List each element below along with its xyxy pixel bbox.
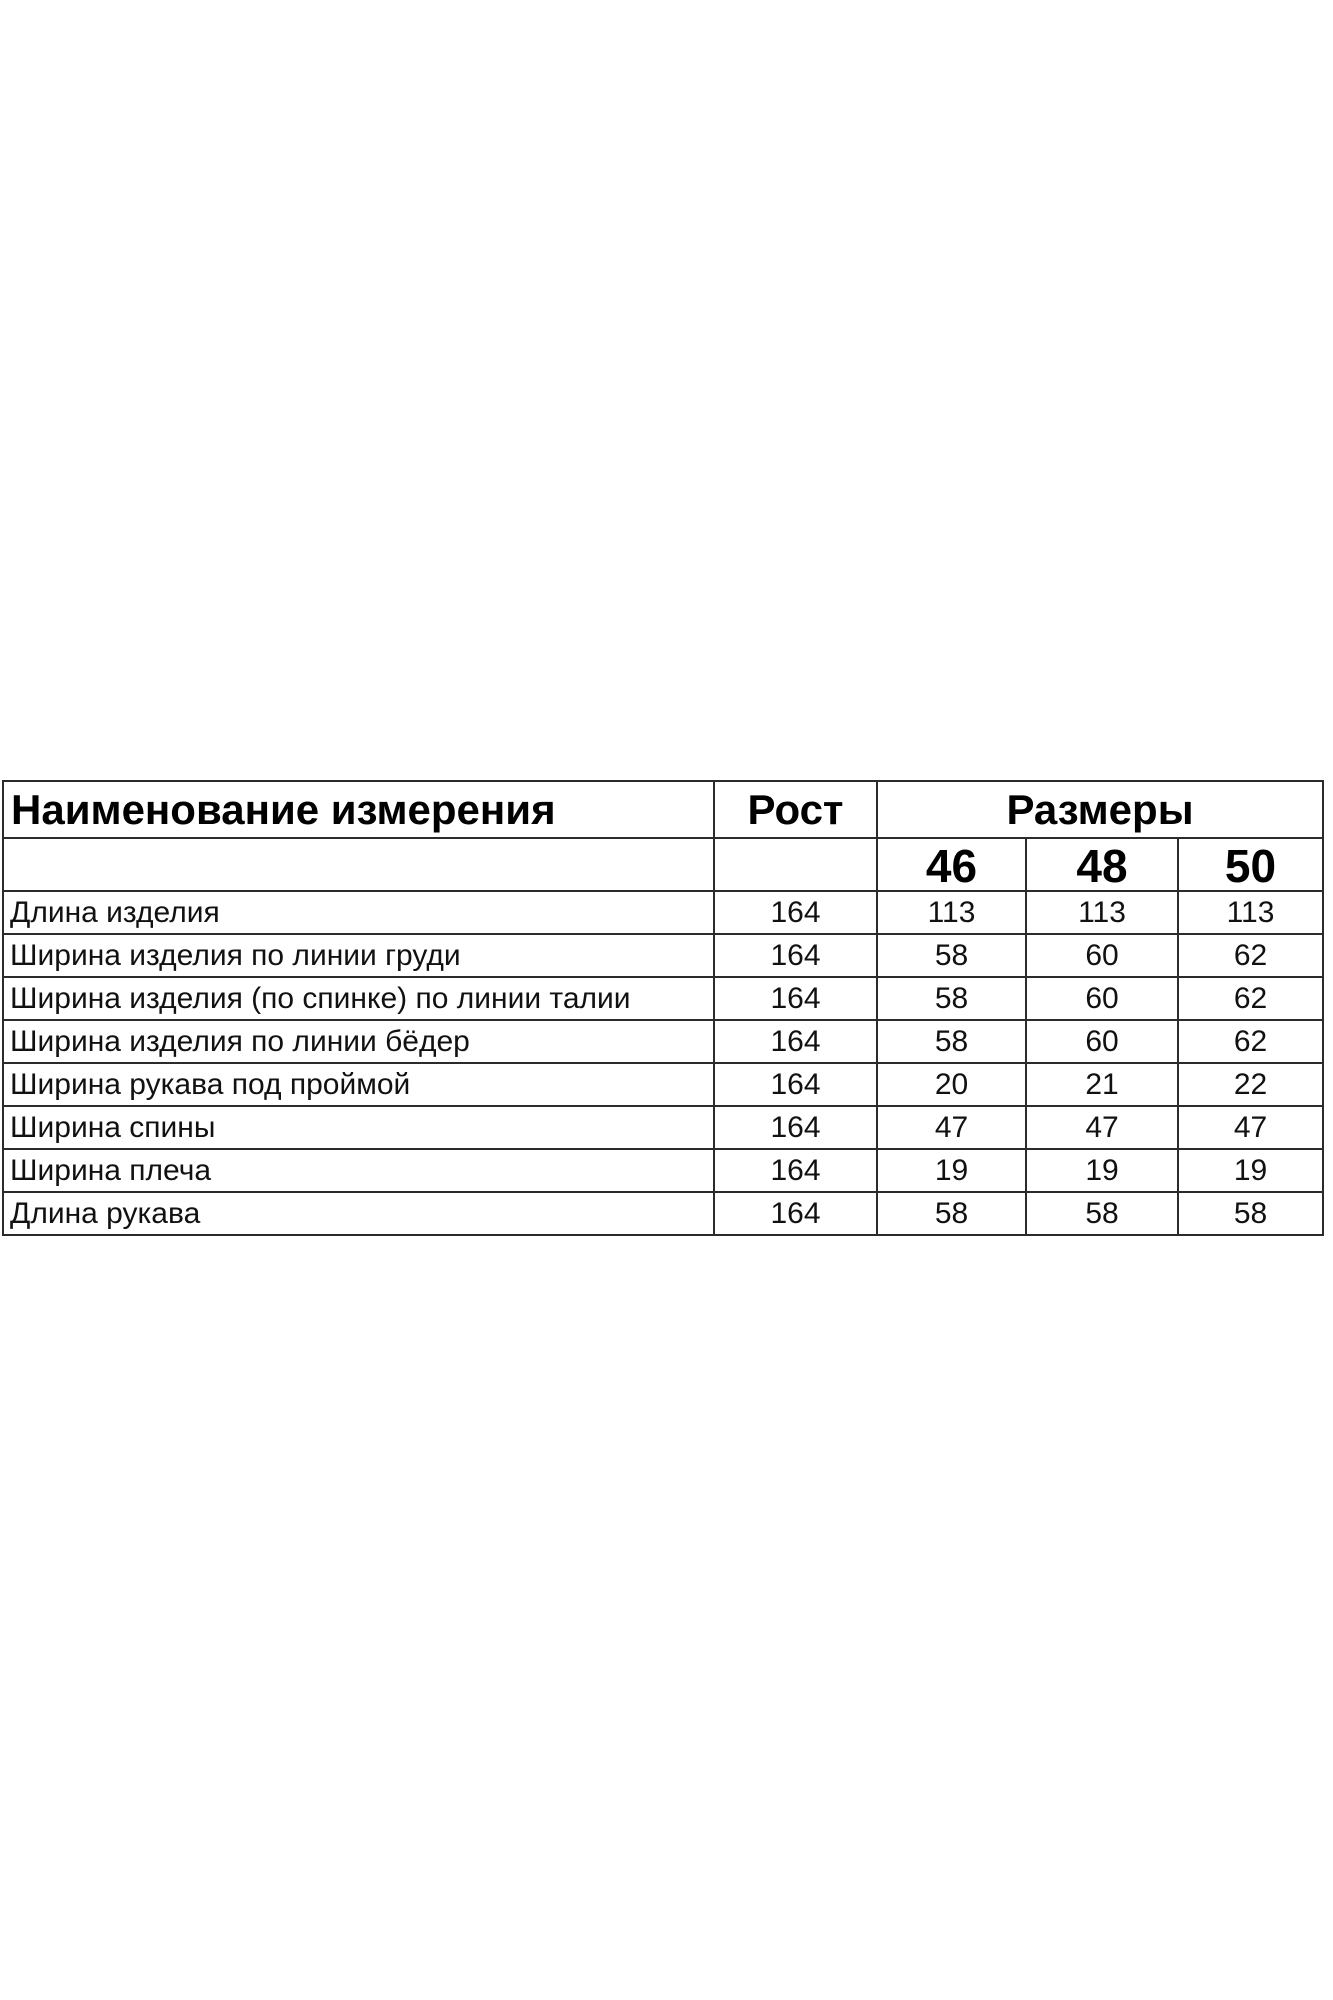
height-value-cell: 164 (714, 1106, 877, 1149)
empty-header-cell (3, 838, 714, 891)
size-column-header-48: 48 (1026, 838, 1178, 891)
measurement-name-cell: Длина рукава (3, 1192, 714, 1235)
table-row (3, 1149, 1323, 1192)
size-value-cell: 60 (1026, 1020, 1178, 1063)
size-value-cell: 21 (1026, 1063, 1178, 1106)
table-row (3, 1020, 1323, 1063)
measurement-name-cell: Ширина изделия по линии груди (3, 934, 714, 977)
size-value-cell: 62 (1178, 977, 1323, 1020)
table-row (3, 891, 1323, 934)
size-value-cell: 58 (877, 977, 1026, 1020)
size-value-cell: 19 (1026, 1149, 1178, 1192)
table-row (3, 977, 1323, 1020)
size-value-cell: 58 (1026, 1192, 1178, 1235)
size-value-cell: 62 (1178, 1020, 1323, 1063)
table-row (3, 1063, 1323, 1106)
size-value-cell: 47 (1178, 1106, 1323, 1149)
size-value-cell: 60 (1026, 934, 1178, 977)
header-row-sizes (3, 838, 1323, 891)
measurement-name-cell: Ширина плеча (3, 1149, 714, 1192)
col-header-measurement: Наименование измерения (3, 781, 714, 838)
empty-header-cell (714, 838, 877, 891)
measurement-name-cell: Ширина изделия по линии бёдер (3, 1020, 714, 1063)
size-value-cell: 47 (1026, 1106, 1178, 1149)
size-column-header-46: 46 (877, 838, 1026, 891)
size-value-cell: 58 (1178, 1192, 1323, 1235)
col-header-sizes-group: Размеры (877, 781, 1323, 838)
size-value-cell: 58 (877, 1192, 1026, 1235)
size-value-cell: 113 (877, 891, 1026, 934)
height-value-cell: 164 (714, 934, 877, 977)
header-row-main (3, 781, 1323, 838)
table-row (3, 1106, 1323, 1149)
size-chart-table (2, 780, 1324, 1236)
height-value-cell: 164 (714, 1020, 877, 1063)
size-value-cell: 20 (877, 1063, 1026, 1106)
size-value-cell: 58 (877, 934, 1026, 977)
measurement-name-cell: Длина изделия (3, 891, 714, 934)
height-value-cell: 164 (714, 1063, 877, 1106)
height-value-cell: 164 (714, 891, 877, 934)
col-header-height: Рост (714, 781, 877, 838)
height-value-cell: 164 (714, 1149, 877, 1192)
size-value-cell: 47 (877, 1106, 1026, 1149)
size-value-cell: 62 (1178, 934, 1323, 977)
size-value-cell: 58 (877, 1020, 1026, 1063)
measurement-name-cell: Ширина рукава под проймой (3, 1063, 714, 1106)
size-value-cell: 60 (1026, 977, 1178, 1020)
table-row (3, 934, 1323, 977)
measurement-name-cell: Ширина спины (3, 1106, 714, 1149)
height-value-cell: 164 (714, 977, 877, 1020)
measurement-name-cell: Ширина изделия (по спинке) по линии талии (3, 977, 714, 1020)
size-column-header-50: 50 (1178, 838, 1323, 891)
size-value-cell: 113 (1178, 891, 1323, 934)
size-value-cell: 19 (1178, 1149, 1323, 1192)
size-value-cell: 113 (1026, 891, 1178, 934)
table-row (3, 1192, 1323, 1235)
height-value-cell: 164 (714, 1192, 877, 1235)
size-value-cell: 19 (877, 1149, 1026, 1192)
size-value-cell: 22 (1178, 1063, 1323, 1106)
